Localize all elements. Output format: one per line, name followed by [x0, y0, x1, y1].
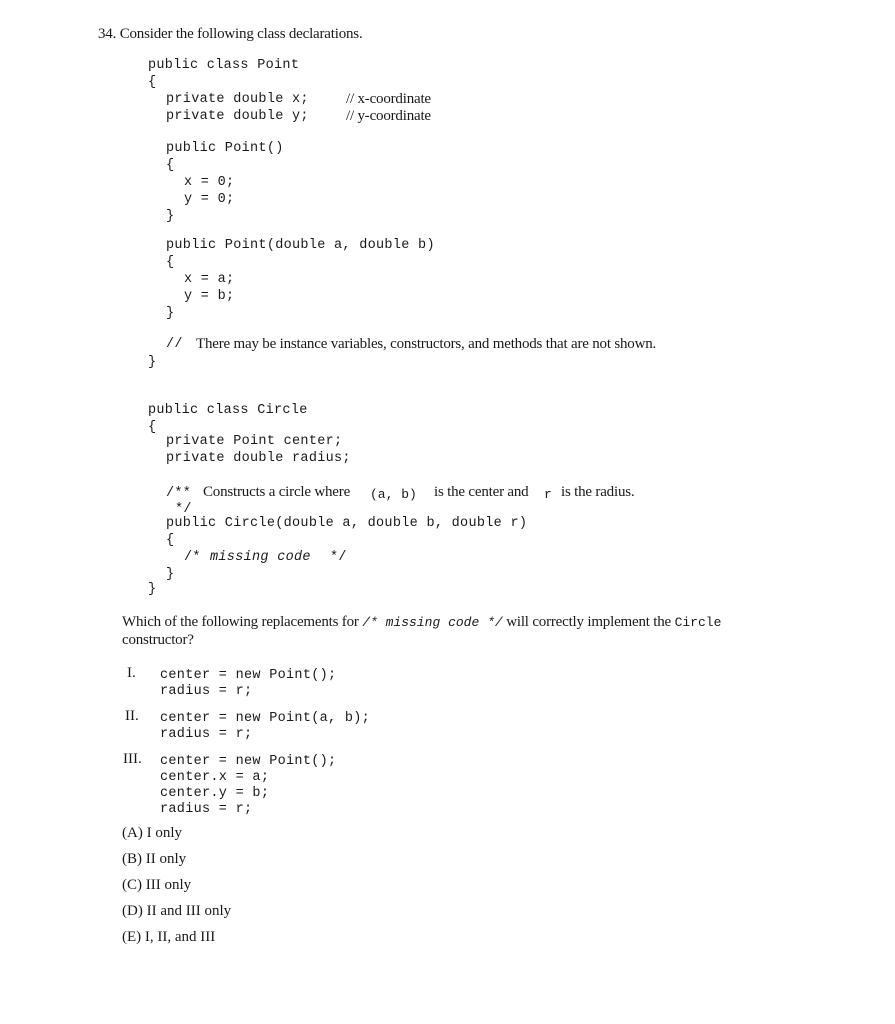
- answer-choice-c[interactable]: (C) III only: [122, 877, 192, 893]
- circle-ctor-close: }: [166, 567, 175, 582]
- option-iii-label: III.: [123, 751, 142, 767]
- prompt-text-before: Which of the following replacements for: [122, 614, 363, 630]
- circle-doc-code-r: r: [544, 487, 552, 502]
- option-iii-line-4: radius = r;: [160, 802, 253, 817]
- answer-choice-a[interactable]: (A) I only: [122, 825, 182, 841]
- circle-ctor-signature: public Circle(double a, double b, double r): [166, 516, 528, 531]
- point-ctor1-open: {: [166, 255, 175, 270]
- circle-field-center: private Point center;: [166, 434, 343, 449]
- option-ii-label: II.: [125, 708, 139, 724]
- circle-class-open-brace: {: [148, 420, 157, 435]
- circle-doc-close: */: [175, 502, 192, 517]
- option-iii-line-2: center.x = a;: [160, 770, 270, 785]
- option-ii-line-1: center = new Point(a, b);: [160, 711, 371, 726]
- circle-doc-code-ab: (a, b): [370, 487, 417, 502]
- option-i-line-2: radius = r;: [160, 684, 253, 699]
- point-ctor0-signature: public Point(): [166, 141, 284, 156]
- point-field-y-comment: // y-coordinate: [346, 108, 431, 124]
- answer-choice-b[interactable]: (B) II only: [122, 851, 187, 867]
- prompt-class-name: Circle: [674, 615, 722, 630]
- point-field-y: private double y;: [166, 109, 309, 124]
- point-field-x-comment: // x-coordinate: [346, 91, 431, 107]
- point-field-x: private double x;: [166, 92, 309, 107]
- answer-choice-e[interactable]: (E) I, II, and III: [122, 929, 216, 945]
- circle-doc-text-3: is the radius.: [561, 484, 635, 500]
- option-ii-line-2: radius = r;: [160, 727, 253, 742]
- circle-field-radius: private double radius;: [166, 451, 351, 466]
- circle-class-close-brace: }: [148, 582, 157, 597]
- point-note-text: There may be instance variables, constructors, and methods that are not shown.: [196, 336, 657, 352]
- option-iii-line-1: center = new Point();: [160, 754, 337, 769]
- point-ctor1-signature: public Point(double a, double b): [166, 238, 435, 253]
- point-ctor0-open: {: [166, 158, 175, 173]
- point-ctor1-line-2: y = b;: [184, 289, 235, 304]
- prompt-text-end: constructor?: [122, 632, 194, 648]
- point-ctor1-close: }: [166, 306, 175, 321]
- point-note-slashes: //: [166, 337, 183, 352]
- option-i-line-1: center = new Point();: [160, 668, 337, 683]
- point-ctor0-close: }: [166, 209, 175, 224]
- point-class-open-brace: {: [148, 75, 157, 90]
- option-iii-line-3: center.y = b;: [160, 786, 270, 801]
- circle-missing-code-close: */: [330, 550, 347, 565]
- option-i-label: I.: [127, 665, 136, 681]
- circle-missing-code-open: /*: [184, 550, 201, 565]
- circle-ctor-open: {: [166, 533, 175, 548]
- point-class-close-brace: }: [148, 355, 157, 370]
- point-ctor0-line-2: y = 0;: [184, 192, 235, 207]
- point-ctor0-line-1: x = 0;: [184, 175, 235, 190]
- point-ctor1-line-1: x = a;: [184, 272, 235, 287]
- circle-missing-code-text: missing code: [210, 550, 311, 565]
- prompt-text-after: will correctly implement the: [502, 614, 675, 630]
- question-prompt: [122, 613, 822, 649]
- circle-doc-text-1: Constructs a circle where: [203, 484, 351, 500]
- circle-doc-text-2: is the center and: [434, 484, 529, 500]
- prompt-missing-code: /* missing code */: [362, 615, 503, 630]
- answer-choice-d[interactable]: (D) II and III only: [122, 903, 232, 919]
- circle-class-declaration: public class Circle: [148, 403, 308, 418]
- question-stem: 34. Consider the following class declarations.: [98, 26, 363, 42]
- circle-doc-open: /**: [166, 486, 192, 501]
- point-class-declaration: public class Point: [148, 58, 300, 73]
